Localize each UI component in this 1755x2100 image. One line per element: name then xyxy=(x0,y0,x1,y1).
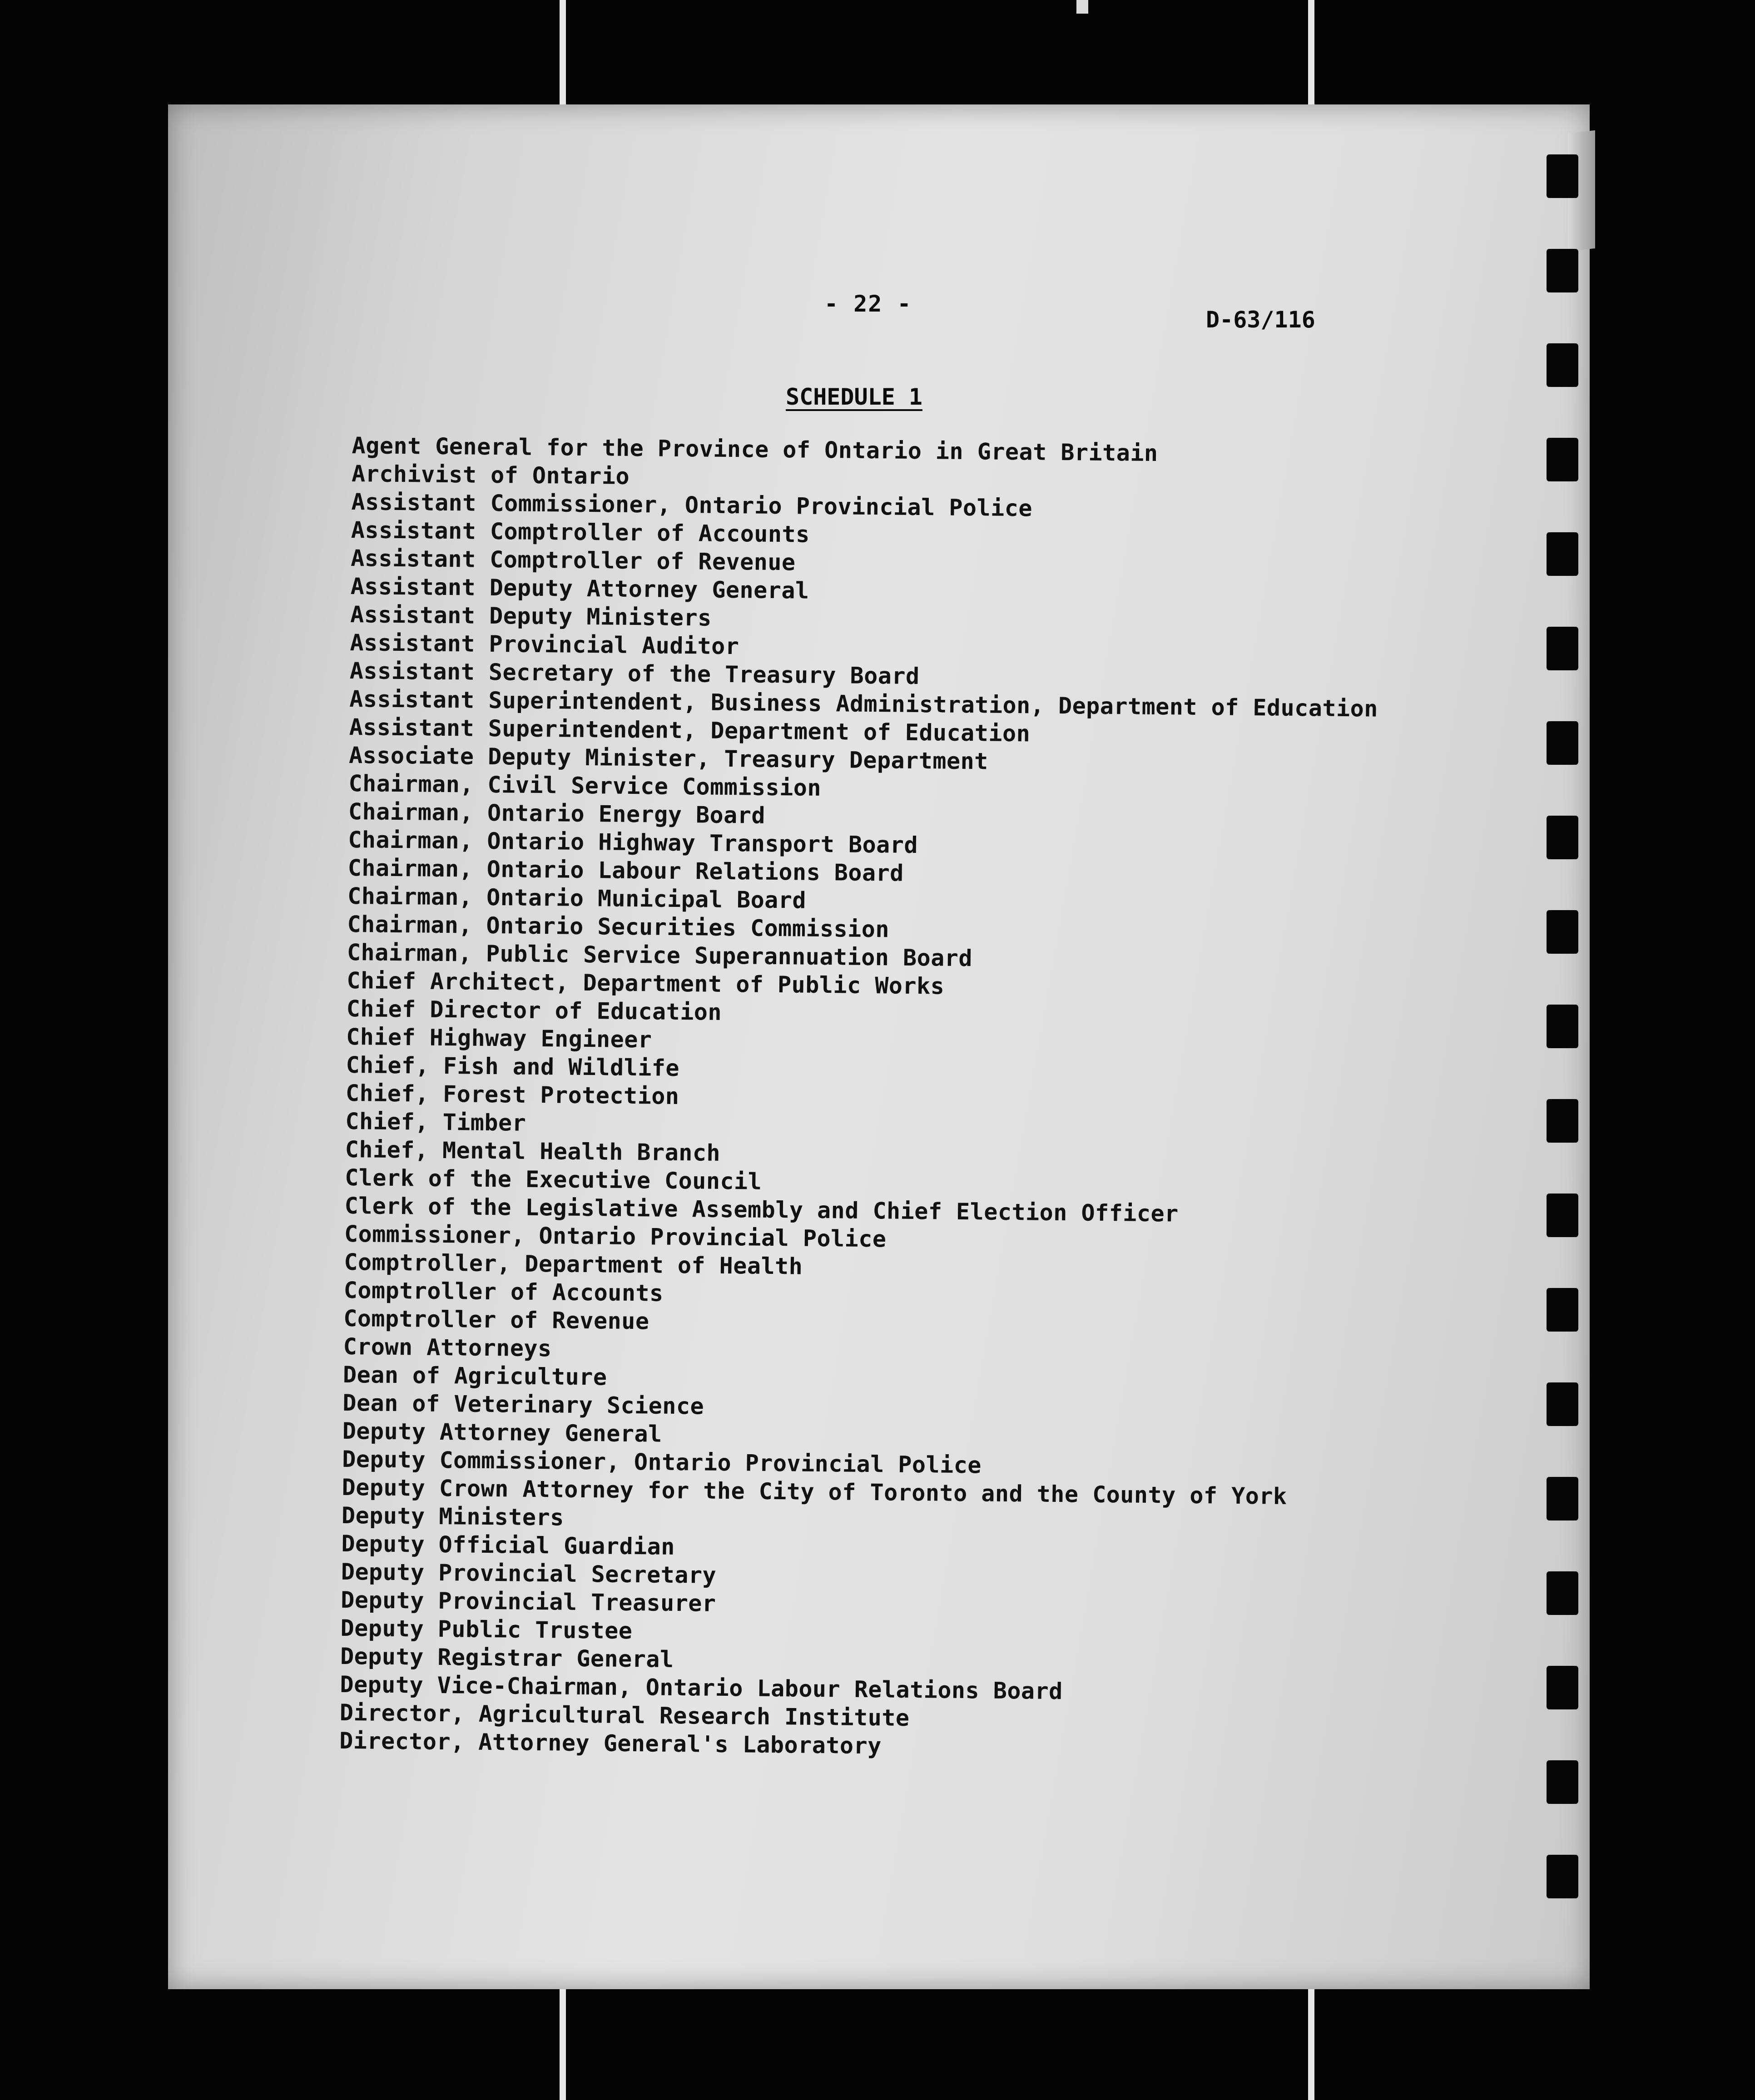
schedule-entry: Dean of Veterinary Science xyxy=(342,1389,704,1420)
film-streak xyxy=(560,1980,566,2100)
schedule-entry: Comptroller of Accounts xyxy=(343,1277,664,1307)
schedule-entry: Chief Director of Education xyxy=(346,995,722,1025)
schedule-entry: Chairman, Ontario Highway Transport Board xyxy=(348,826,918,859)
schedule-entry: Deputy Vice-Chairman, Ontario Labour Relations Board xyxy=(340,1671,1063,1705)
schedule-entry: Chairman, Ontario Securities Commission xyxy=(347,911,890,943)
document-reference: D-63/116 xyxy=(1206,307,1315,333)
schedule-entry: Agent General for the Province of Ontario in Great Britain xyxy=(352,432,1158,467)
schedule-entry: Associate Deputy Minister, Treasury Department xyxy=(348,742,989,775)
schedule-entry: Director, Attorney General's Laboratory xyxy=(339,1727,882,1759)
schedule-entry: Chairman, Ontario Labour Relations Board xyxy=(347,854,904,887)
film-mark xyxy=(1076,0,1088,14)
schedule-entry: Comptroller of Revenue xyxy=(343,1305,649,1335)
schedule-entry-list xyxy=(339,431,1380,1765)
schedule-entry: Commissioner, Ontario Provincial Police xyxy=(344,1220,887,1253)
schedule-entry: Archivist of Ontario xyxy=(351,460,630,490)
schedule-entry: Assistant Deputy Ministers xyxy=(350,601,712,631)
schedule-entry: Assistant Secretary of the Treasury Board xyxy=(349,657,920,690)
schedule-entry: Assistant Comptroller of Revenue xyxy=(351,545,796,576)
film-streak xyxy=(1308,1980,1314,2100)
schedule-entry: Chief, Fish and Wildlife xyxy=(346,1051,680,1081)
page-number: - 22 - xyxy=(824,291,912,317)
schedule-entry: Deputy Public Trustee xyxy=(340,1615,633,1644)
schedule-entry: Deputy Official Guardian xyxy=(341,1530,675,1560)
schedule-entry: Clerk of the Legislative Assembly and Chief Election Officer xyxy=(344,1192,1179,1227)
schedule-entry: Assistant Commissioner, Ontario Provincial Police xyxy=(351,488,1033,522)
schedule-entry: Deputy Ministers xyxy=(341,1502,564,1531)
perforation-hole xyxy=(1547,1760,1578,1804)
schedule-entry: Chief, Forest Protection xyxy=(345,1080,679,1109)
schedule-entry: Deputy Crown Attorney for the City of Toronto and the County of York xyxy=(342,1474,1287,1510)
schedule-entry: Chairman, Ontario Municipal Board xyxy=(347,882,807,914)
schedule-entry: Deputy Provincial Secretary xyxy=(341,1558,717,1589)
film-streak xyxy=(560,0,566,104)
perforation-hole xyxy=(1547,1855,1578,1898)
schedule-title: SCHEDULE 1 xyxy=(786,384,923,410)
schedule-entry: Deputy Commissioner, Ontario Provincial Police xyxy=(342,1446,982,1479)
schedule-entry: Chief, Timber xyxy=(345,1108,526,1136)
schedule-entry: Comptroller, Department of Health xyxy=(344,1248,803,1280)
schedule-entry: Assistant Superintendent, Department of Education xyxy=(349,713,1031,747)
film-streak xyxy=(1308,0,1314,104)
schedule-entry: Deputy Attorney General xyxy=(342,1417,662,1447)
schedule-entry: Assistant Superintendent, Business Administration, Department of Education xyxy=(349,685,1378,722)
schedule-entry: Assistant Provincial Auditor xyxy=(350,629,739,660)
schedule-entry: Assistant Comptroller of Accounts xyxy=(351,516,810,548)
schedule-entry: Deputy Provincial Treasurer xyxy=(341,1586,716,1617)
schedule-entry: Chief, Mental Health Branch xyxy=(345,1136,721,1166)
schedule-entry: Chief Highway Engineer xyxy=(346,1023,652,1053)
schedule-entry: Chairman, Civil Service Commission xyxy=(348,770,822,801)
schedule-entry: Chief Architect, Department of Public Works xyxy=(347,967,945,1000)
schedule-entry: Chairman, Public Service Superannuation Board xyxy=(347,939,973,972)
schedule-entry: Assistant Deputy Attorney General xyxy=(350,573,809,604)
schedule-entry: Dean of Agriculture xyxy=(342,1361,607,1391)
schedule-entry: Clerk of the Executive Council xyxy=(344,1164,762,1195)
schedule-entry: Chairman, Ontario Energy Board xyxy=(348,798,766,829)
perforation-hole xyxy=(1547,154,1578,198)
schedule-entry: Crown Attorneys xyxy=(343,1333,552,1362)
schedule-entry: Director, Agricultural Research Institute xyxy=(339,1699,910,1731)
schedule-entry: Deputy Registrar General xyxy=(340,1643,674,1673)
